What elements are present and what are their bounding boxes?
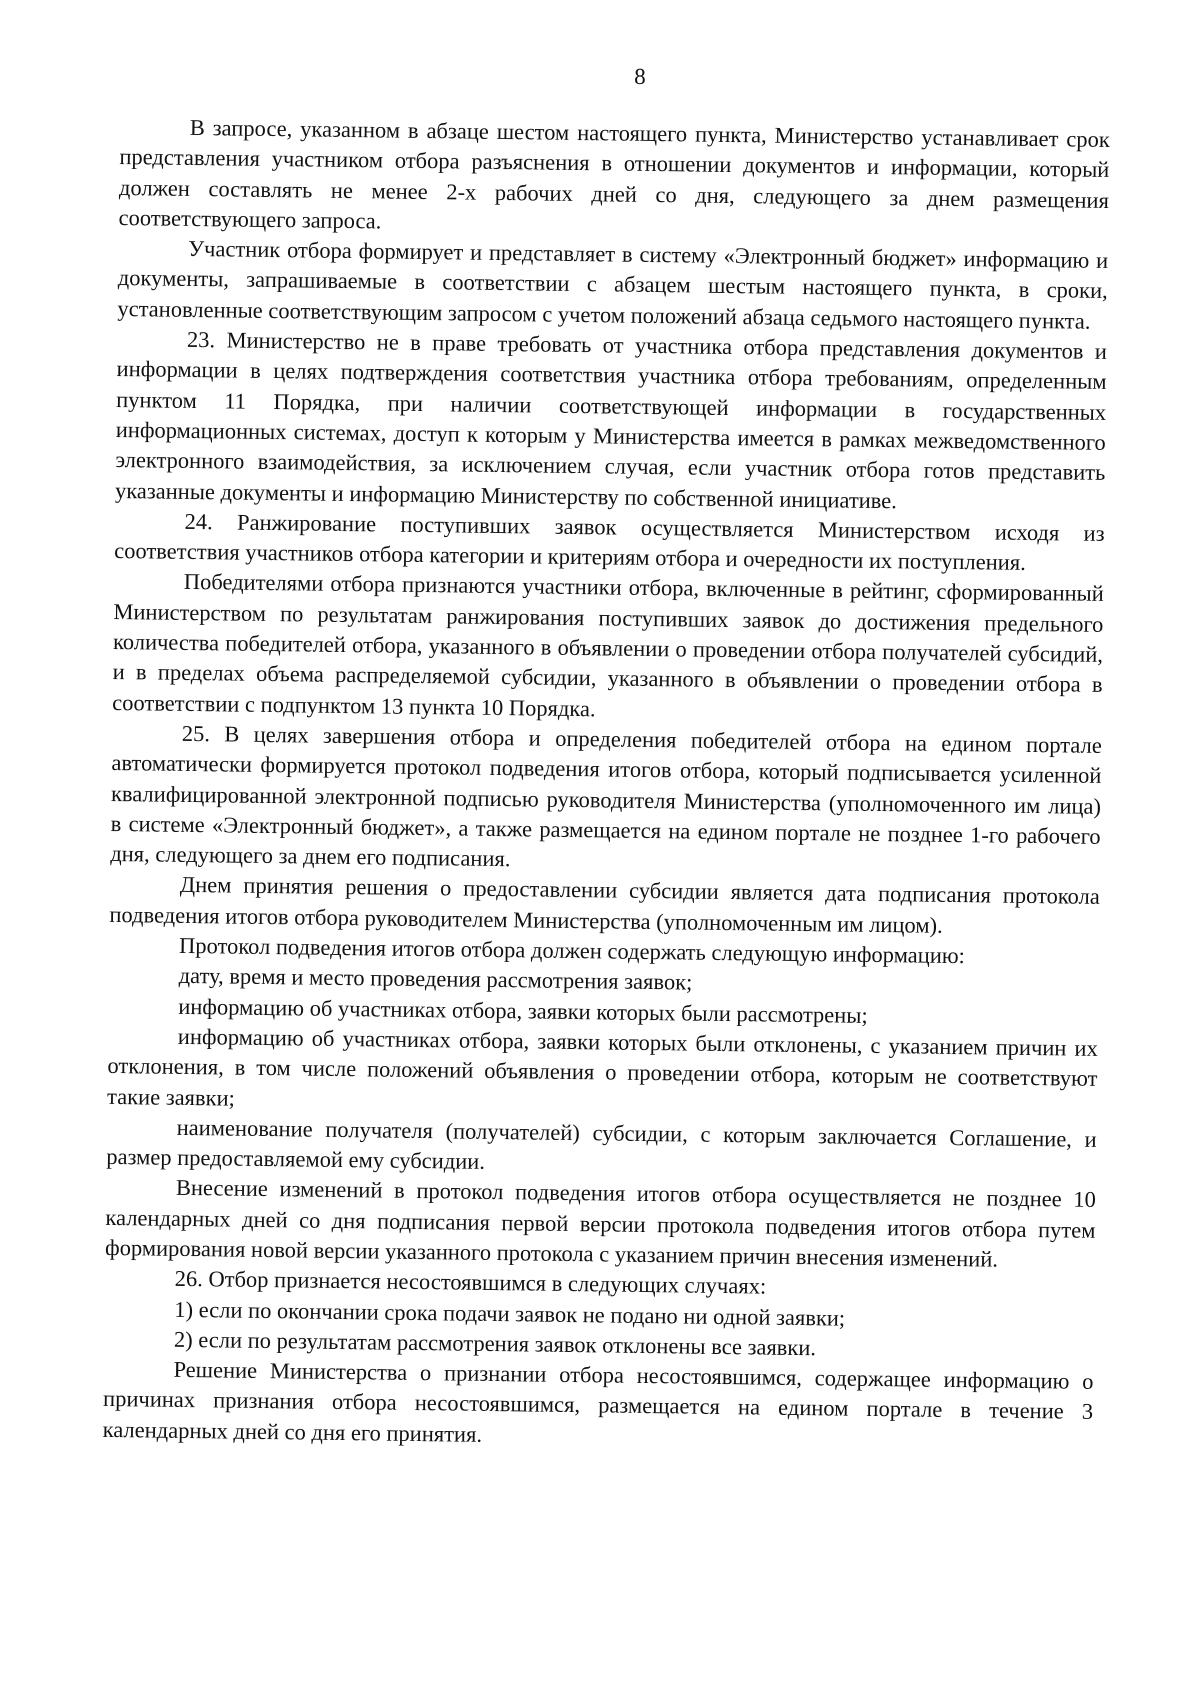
paragraph-protocol-changes: Внесение изменений в протокол подведения итогов отбора осуществляется не позднее 10 календарных дней со дня подписания первой версии протокола подведения итогов отбора путем формирования новой версии указанного протокола с указанием причин внесения изменений. xyxy=(104,1175,1097,1272)
list-item-date-time-place: дату, время и место проведения рассмотрения заявок; xyxy=(178,963,693,995)
paragraph-clause-25: 25. В целях завершения отбора и определения победителей отбора на едином портале автоматически формируется протокол подведения итогов отбора, который подписывается усиленной квалифицированной электронной подписью руководителя Министерства (уполномоченного им лица) в системе «Электронный бюджет», а также размещается на едином портале не позднее 1-го рабочего дня, следующего за днем его подписания. xyxy=(110,720,1102,872)
list-item-reviewed-participants: информацию об участниках отбора, заявки которых были рассмотрены; xyxy=(178,993,868,1028)
paragraph-winners: Победителями отбора признаются участники отбора, включенные в рейтинг, сформированный Министерством по результатам ранжирования поступивших заявок до достижения предельного количества победителей отбора, указанного в объявлении о проведении отбора получателей субсидий, и в пределах объема распределяемой субсидии, указанного в объявлении о проведении отбора в соответствии с подпунктом 13 пункта 10 Порядка. xyxy=(112,569,1104,721)
paragraph-request-deadline: В запросе, указанном в абзаце шестом настоящего пункта, Министерство устанавливает срок представления участником отбора разъяснения в отношении документов и информации, который должен составлять не менее 2-х рабочих дней со дня, следующего за днем размещения соответствующего запроса. xyxy=(118,114,1110,234)
paragraph-participant-submission: Участник отбора формирует и представляет в систему «Электронный бюджет» информацию и документы, запрашиваемые в соответствии с абзацем шестым настоящего пункта, в сроки, установленные соответствующим запросом с учетом положений абзаца седьмого настоящего пункта. xyxy=(117,236,1109,334)
paragraph-protocol-contents: Протокол подведения итогов отбора должен содержать следующую информацию: xyxy=(178,932,966,969)
list-item-no-applications: 1) если по окончании срока подачи заявок не подано ни одной заявки; xyxy=(174,1296,846,1331)
paragraph-clause-24: 24. Ранжирование поступивших заявок осуществляется Министерством исходя из соответствия участников отбора категории и критериям отбора и очередности их поступления. xyxy=(114,508,1105,576)
document-body xyxy=(103,112,1110,1458)
paragraph-clause-26: 26. Отбор признается несостоявшимся в следующих случаях: xyxy=(174,1266,767,1299)
list-item-all-rejected: 2) если по результатам рассмотрения заявок отклонены все заявки. xyxy=(173,1326,817,1361)
paragraph-clause-23: 23. Министерство не в праве требовать от участника отбора представления документов и информации в целях подтверждения соответствия участника отбора требованиям, определенным пунктом 11 Порядка, при наличии соответствующей информации в государственных информационных системах, доступ к которым у Министерства имеется в рамках межведомственного электронного взаимодействия, за исключением случая, если участник отбора готов представить указанные документы и информацию Министерству по собственной инициативе. xyxy=(114,326,1108,513)
list-item-recipient-name: наименование получателя (получателей) субсидии, с которым заключается Соглашение, и размер предоставляемой ему субсидии. xyxy=(106,1114,1097,1174)
paragraph-decision-date: Днем принятия решения о предоставлении субсидии является дата подписания протокола подведения итогов отбора руководителем Министерства (уполномоченным им лицом). xyxy=(109,872,1100,938)
list-item-rejected-participants: информацию об участниках отбора, заявки которых были отклонены, с указанием причин их отклонения, в том числе положений объявления о проведении отбора, которым не соответствуют такие заявки; xyxy=(106,1023,1098,1111)
page-number: 8 xyxy=(634,63,646,90)
paragraph-failed-selection-decision: Решение Министерства о признании отбора несостоявшимся, содержащее информацию о причинах признания отбора несостоявшимся, размещается на едином портале в течение 3 календарных дней со дня его принятия. xyxy=(102,1356,1094,1447)
